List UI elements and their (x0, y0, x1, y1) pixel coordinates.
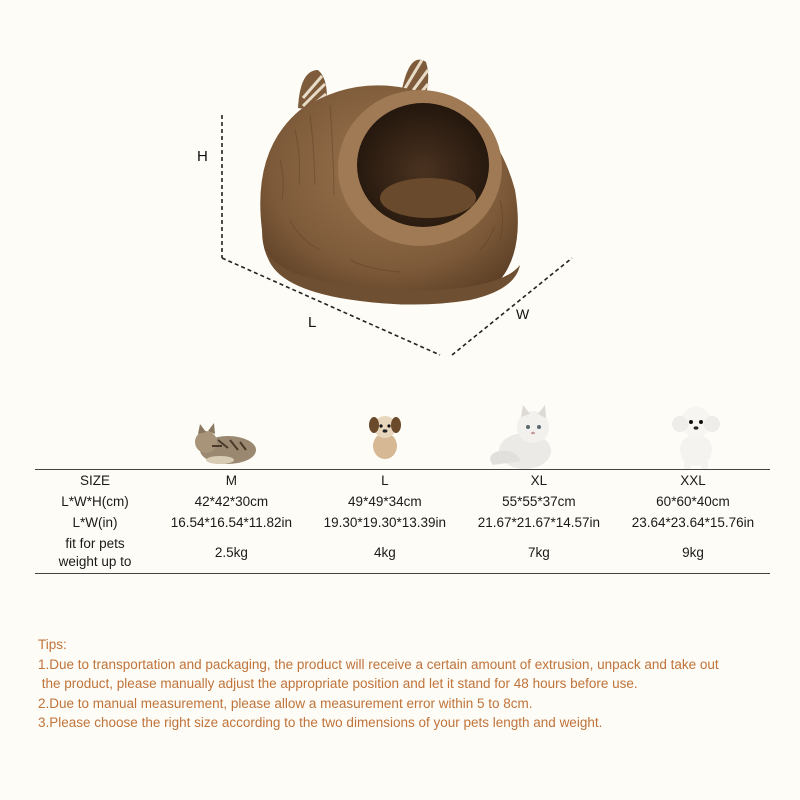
table-cell: 19.30*19.30*13.39in (323, 515, 447, 530)
tip-line: 2.Due to manual measurement, please allow a measurement error within 5 to 8cm. (38, 695, 533, 711)
size-table (35, 469, 770, 574)
table-cell: 16.54*16.54*11.82in (170, 515, 293, 530)
table-cell: 42*42*30cm (194, 494, 269, 509)
cm-row-label: L*W*H(cm) (61, 494, 129, 509)
tips-heading: Tips: (38, 637, 67, 652)
inch-row-label: L*W(in) (72, 515, 118, 530)
height-label: H (197, 148, 208, 165)
poodle-icon (668, 400, 724, 472)
bed-inner-cushion (380, 178, 476, 218)
pet-bed-figure (0, 0, 800, 380)
table-cell: 55*55*37cm (502, 494, 576, 509)
inch-dimensions-row (35, 512, 770, 533)
table-cell: 49*49*34cm (348, 494, 422, 509)
tabby-cat-icon (190, 418, 260, 468)
size-m: M (225, 473, 238, 488)
tip-line: the product, please manually adjust the appropriate position and let it stand for 48 hours before use. (38, 676, 638, 691)
table-cell: 23.64*23.64*15.76in (631, 515, 755, 530)
weight-row-label (35, 533, 155, 574)
size-xxl: XXL (680, 473, 706, 488)
tip-line: 3.Please choose the right size according to the two dimensions of your pets length and weight. (38, 715, 603, 730)
length-label: L (308, 314, 317, 331)
tip-line: 1.Due to transportation and packaging, the product will receive a certain amount of extrusion, unpack and take out (38, 656, 719, 672)
table-cell: 4kg (373, 545, 396, 560)
size-header-label: SIZE (79, 473, 110, 488)
table-cell: 60*60*40cm (656, 494, 730, 509)
weight-label-line1: fit for pets (65, 536, 125, 551)
table-cell: 7kg (528, 545, 550, 560)
weight-label-line2: weight up to (58, 554, 132, 569)
table-cell: 2.5kg (214, 545, 248, 560)
cm-dimensions-row (35, 491, 770, 512)
size-header-row (35, 470, 770, 492)
puppy-icon (366, 410, 404, 460)
table-cell: 9kg (682, 545, 704, 560)
size-l: L (381, 473, 389, 488)
weight-row (35, 533, 770, 574)
table-cell: 21.67*21.67*14.57in (477, 515, 601, 530)
persian-cat-icon (483, 403, 563, 473)
size-xl: XL (530, 473, 548, 488)
width-label: W (516, 306, 530, 322)
tips-section (38, 635, 783, 733)
